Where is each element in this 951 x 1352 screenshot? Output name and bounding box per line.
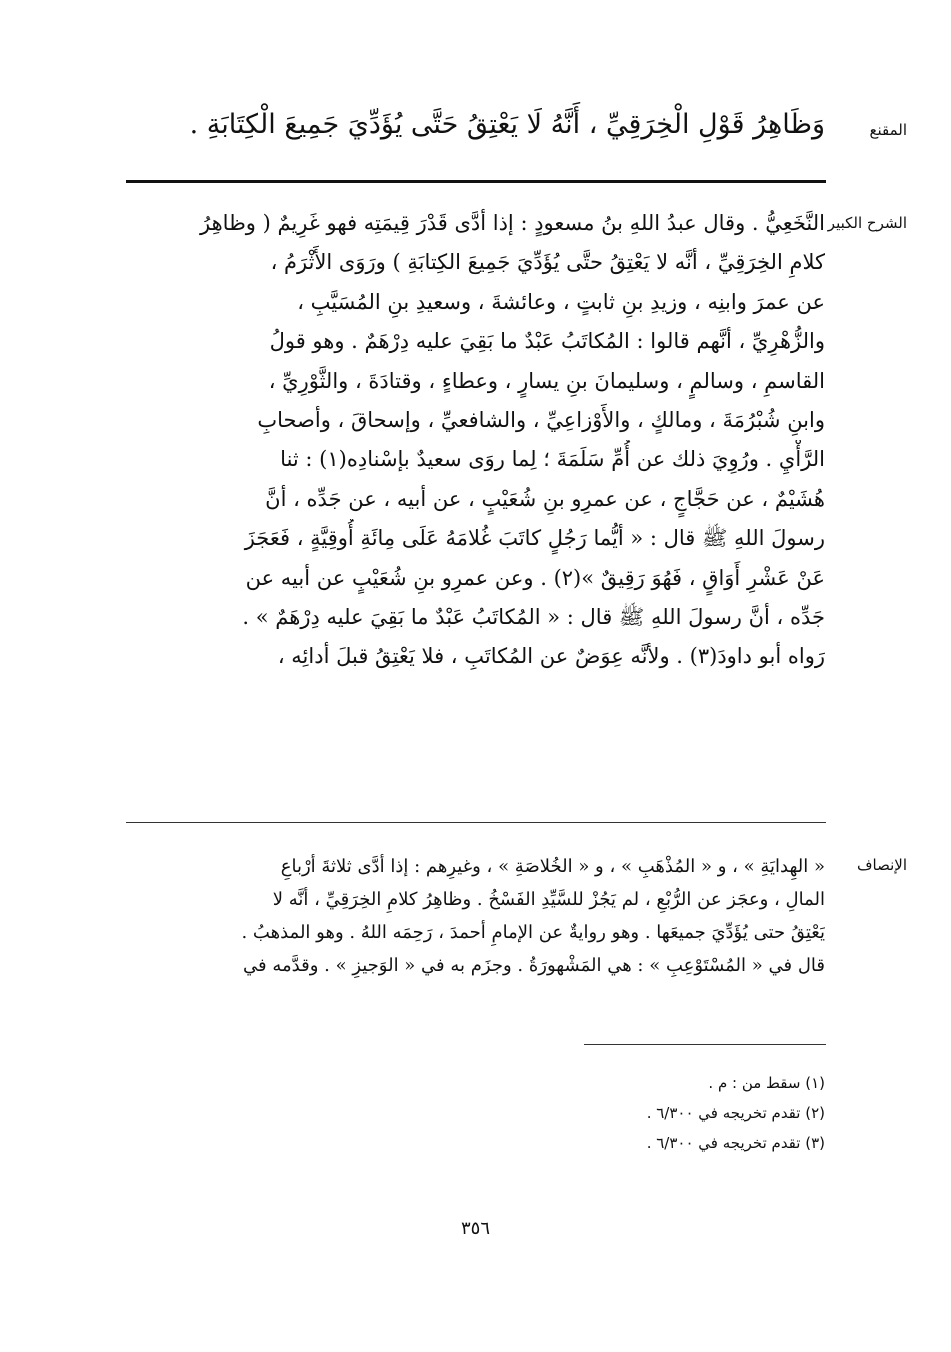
sharh-line: القاسمِ ، وسالمٍ ، وسليمانَ بنِ يسارٍ ، وعطاءٍ ، وقتادَةَ ، والثَّوْرِيِّ ، <box>268 368 825 393</box>
footnote: (٢) تقدم تخريجه في ٦/٣٠٠ . <box>646 1104 825 1122</box>
sharh-line: وابنِ شُبْرُمَةَ ، ومالكٍ ، والأَوْزاعِيِّ ، والشافعيِّ ، وإسحاقَ ، وأصحابِ <box>257 408 825 433</box>
sharh-line: النَّخَعِيُّ . وقال عبدُ اللهِ بنُ مسعودٍ : إذا أدَّى قَدْرَ قِيمَتِه فهو غَرِيمٌ ( وظاهِرُ <box>200 211 825 235</box>
muqni-label: المقنع <box>869 121 907 139</box>
sharh-line: الرَّأْيِ . ورُوِيَ ذلك عن أُمِّ سَلَمَةَ ؛ لِما روَى سعيدٌ بإسْنادِه(١) : ثنا <box>280 447 825 472</box>
sharh-text <box>125 204 825 677</box>
insaf-line: المالِ ، وعجَز عن الرُّبْعِ ، لم يَجُزْ للسَّيِّدِ الفَسْخُ . وظاهِرُ كلامِ الخِرَقِيِّ ، أنَّه لا <box>272 889 825 910</box>
insaf-line: قال في « المُسْتَوْعِبِ » : هي المَشْهورَةُ . وجزَم به في « الوَجيزِ » . وقدَّمه في <box>243 955 825 976</box>
insaf-label: الإنصاف <box>856 856 907 874</box>
footnotes <box>425 1068 825 1158</box>
sharh-line: رَواه أبو داودَ(٣) . ولأنَّه عِوَضٌ عن المُكاتَبِ ، فلا يَعْتِقُ قبلَ أدائِه ، <box>277 644 825 669</box>
insaf-text <box>125 850 825 982</box>
sharh-label: الشرح الكبير <box>827 214 907 232</box>
section-divider-thin <box>126 822 826 823</box>
page-number: ٣٥٦ <box>460 1218 490 1239</box>
sharh-line: عن عمرَ وابنِه ، وزيدِ بنِ ثابتٍ ، وعائشةَ ، وسعيدِ بنِ المُسَيَّبِ ، <box>297 289 825 314</box>
sharh-line: هُشَيْمٌ ، عن حَجَّاجٍ ، عن عمرِو بنِ شُعَيْبٍ ، عن أبيه ، عن جَدِّه ، أنَّ <box>265 486 825 511</box>
sharh-line: رسولَ اللهِ ﷺ قال : « أيُّما رَجُلٍ كاتَبَ غُلامَهُ عَلَى مِائَةِ أُوقِيَّةٍ ، فَعَجَزَ <box>244 526 825 551</box>
section-divider-thick <box>126 180 826 183</box>
footnote: (٣) تقدم تخريجه في ٦/٣٠٠ . <box>646 1134 825 1152</box>
insaf-line: « الهِدايَةِ » ، و « المُذْهَبِ » ، و « الخُلاصَةِ » ، وغيرِهم : إذا أدَّى ثلاثةَ أرْباعِ <box>280 856 825 877</box>
sharh-line: كلامِ الخِرَقِيِّ ، أنَّه لا يَعْتِقُ حتَّى يُؤَدِّيَ جَمِيعَ الكِتابَةِ ) ورَوَى الأَثْرَمُ ، <box>270 250 825 275</box>
sharh-line: عَنْ عَشْرِ أَوَاقٍ ، فَهُوَ رَقِيقٌ »(٢) . وعن عمرِو بنِ شُعَيْبٍ عن أبيه عن <box>245 565 825 590</box>
sharh-line: والزُّهْرِيِّ ، أنَّهم قالوا : المُكاتَبُ عَبْدٌ ما بَقِيَ عليه دِرْهَمٌ . وهو قولُ <box>269 329 825 354</box>
insaf-line: يَعْتِقُ حتى يُؤَدِّيَ جميعَها . وهو روايةٌ عن الإمامِ أحمدَ ، رَحِمَه اللهُ . وهو المذهبُ . <box>241 922 825 943</box>
muqni-line: وَظَاهِرُ قَوْلِ الْخِرَقِيِّ ، أَنَّهُ لَا يَعْتِقُ حَتَّى يُؤَدِّيَ جَمِيعَ الْكِتَابَةِ . <box>189 109 825 140</box>
footnote: (١) سقط من : م . <box>708 1074 825 1092</box>
sharh-line: جَدِّه ، أنَّ رسولَ اللهِ ﷺ قال : « المُكاتَبُ عَبْدٌ ما بَقِيَ عليه دِرْهَمٌ » . <box>242 605 825 630</box>
footnote-divider <box>584 1044 826 1045</box>
muqni-text <box>125 100 825 150</box>
